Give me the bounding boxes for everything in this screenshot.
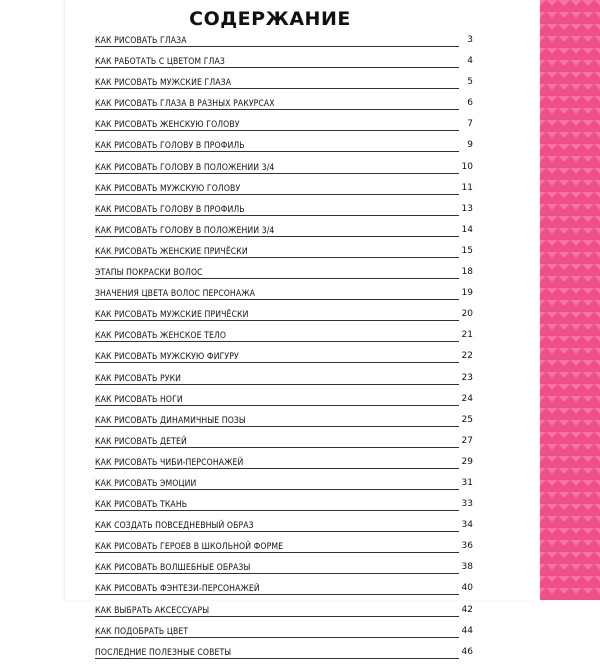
toc-entry	[95, 328, 473, 349]
leader-line	[95, 426, 459, 427]
toc-entry-page: 14	[461, 224, 473, 235]
toc-entry-page: 24	[461, 393, 473, 404]
toc-entry	[95, 33, 473, 54]
toc-entry-page: 13	[461, 203, 473, 214]
toc-entry-page: 11	[461, 182, 473, 193]
leader-line	[95, 46, 459, 47]
toc-entry	[95, 539, 473, 560]
leader-line	[95, 658, 459, 659]
toc-entry	[95, 560, 473, 581]
toc-entry	[95, 349, 473, 370]
toc-entry-label: КАК РИСОВАТЬ ТКАНЬ	[95, 500, 188, 511]
toc-entry	[95, 455, 473, 476]
toc-entry	[95, 244, 473, 265]
toc-entry-page: 38	[461, 562, 473, 573]
toc-entry-page: 46	[461, 646, 473, 657]
toc-entry-page: 42	[461, 604, 473, 615]
toc-entry-page: 44	[461, 625, 473, 636]
toc-entry-page: 9	[467, 140, 473, 151]
toc-entry-page: 6	[467, 98, 473, 109]
leader-line	[95, 299, 459, 300]
toc-entry-label: ЭТАПЫ ПОКРАСКИ ВОЛОС	[95, 268, 203, 279]
toc-entry-page: 7	[467, 119, 473, 130]
toc-entry-label: ПОСЛЕДНИЕ ПОЛЕЗНЫЕ СОВЕТЫ	[95, 647, 232, 658]
toc-entry-label: КАК РИСОВАТЬ ЖЕНСКОЕ ТЕЛО	[95, 331, 227, 342]
toc-entry-label: КАК РАБОТАТЬ С ЦВЕТОМ ГЛАЗ	[95, 57, 225, 68]
toc-entry	[95, 54, 473, 75]
toc-entry	[95, 497, 473, 518]
toc-entry-label: КАК РИСОВАТЬ ГОЛОВУ В ПРОФИЛЬ	[95, 141, 245, 152]
toc-entry-label: КАК РИСОВАТЬ ГОЛОВУ В ПОЛОЖЕНИИ 3/4	[95, 225, 275, 236]
toc-entry	[95, 392, 473, 413]
toc-entry	[95, 223, 473, 244]
toc-entry-page: 21	[461, 330, 473, 341]
toc-entry-page: 5	[467, 77, 473, 88]
toc-entry-page: 19	[461, 288, 473, 299]
leader-line	[95, 616, 459, 617]
toc-entry-label: КАК РИСОВАТЬ ФЭНТЕЗИ-ПЕРСОНАЖЕЙ	[95, 584, 260, 595]
toc-entry-page: 23	[461, 372, 473, 383]
toc-entry-page: 25	[461, 414, 473, 425]
toc-entry-label: КАК РИСОВАТЬ ГЛАЗА В РАЗНЫХ РАКУРСАХ	[95, 99, 275, 110]
toc-entry-label: КАК РИСОВАТЬ ГОЛОВУ В ПОЛОЖЕНИИ 3/4	[95, 162, 275, 173]
leader-line	[95, 109, 459, 110]
leader-line	[95, 468, 459, 469]
toc-entry	[95, 202, 473, 223]
toc-entry-label: КАК РИСОВАТЬ ЖЕНСКИЕ ПРИЧЁСКИ	[95, 246, 248, 257]
toc-entry	[95, 96, 473, 117]
leader-line	[95, 67, 459, 68]
toc-entry-page: 27	[461, 435, 473, 446]
toc-entry	[95, 286, 473, 307]
toc-list	[95, 33, 473, 666]
toc-entry-label: КАК РИСОВАТЬ ДИНАМИЧНЫЕ ПОЗЫ	[95, 415, 246, 426]
toc-entry	[95, 181, 473, 202]
leader-line	[95, 594, 459, 595]
toc-entry	[95, 75, 473, 96]
page-title: СОДЕРЖАНИЕ	[189, 8, 351, 30]
toc-entry-page: 22	[461, 351, 473, 362]
toc-entry-label: КАК ВЫБРАТЬ АКСЕССУАРЫ	[95, 605, 210, 616]
leader-line	[95, 236, 459, 237]
leader-line	[95, 362, 459, 363]
toc-entry-label: ЗНАЧЕНИЯ ЦВЕТА ВОЛОС ПЕРСОНАЖА	[95, 289, 256, 300]
toc-entry	[95, 160, 473, 181]
leader-line	[95, 173, 459, 174]
toc-entry	[95, 645, 473, 666]
toc-entry-label: КАК ПОДОБРАТЬ ЦВЕТ	[95, 626, 189, 637]
leader-line	[95, 489, 459, 490]
toc-page	[65, 0, 535, 658]
leader-line	[95, 278, 459, 279]
toc-entry	[95, 307, 473, 328]
leader-line	[95, 447, 459, 448]
toc-entry-page: 3	[467, 35, 473, 45]
toc-entry-label: КАК РИСОВАТЬ ВОЛШЕБНЫЕ ОБРАЗЫ	[95, 563, 251, 574]
leader-line	[95, 341, 459, 342]
toc-entry	[95, 265, 473, 286]
toc-entry-page: 20	[461, 309, 473, 320]
toc-entry-page: 36	[461, 541, 473, 552]
toc-entry-label: КАК РИСОВАТЬ ДЕТЕЙ	[95, 436, 187, 447]
toc-entry	[95, 476, 473, 497]
leader-line	[95, 510, 459, 511]
toc-entry-label: КАК РИСОВАТЬ ГОЛОВУ В ПРОФИЛЬ	[95, 204, 245, 215]
toc-entry	[95, 624, 473, 645]
toc-entry-label: КАК РИСОВАТЬ НОГИ	[95, 394, 183, 405]
toc-entry-page: 29	[461, 456, 473, 467]
toc-entry	[95, 603, 473, 624]
leader-line	[95, 151, 459, 152]
leader-line	[95, 531, 459, 532]
leader-line	[95, 257, 459, 258]
leader-line	[95, 130, 459, 131]
toc-entry-page: 10	[461, 161, 473, 172]
toc-entry-label: КАК РИСОВАТЬ МУЖСКИЕ ГЛАЗА	[95, 78, 232, 89]
leader-line	[95, 552, 459, 553]
toc-entry	[95, 581, 473, 602]
toc-entry	[95, 434, 473, 455]
leader-line	[95, 405, 459, 406]
decorative-stripe	[540, 0, 600, 600]
toc-entry-label: КАК РИСОВАТЬ ЖЕНСКУЮ ГОЛОВУ	[95, 120, 240, 131]
toc-entry-label: КАК РИСОВАТЬ ГЛАЗА	[95, 36, 187, 46]
toc-entry-page: 4	[467, 56, 473, 67]
toc-entry-label: КАК РИСОВАТЬ МУЖСКУЮ ГОЛОВУ	[95, 183, 241, 194]
toc-entry-page: 15	[461, 245, 473, 256]
leader-line	[95, 320, 459, 321]
toc-entry	[95, 371, 473, 392]
toc-entry	[95, 117, 473, 138]
toc-entry-page: 40	[461, 583, 473, 594]
leader-line	[95, 215, 459, 216]
toc-entry-label: КАК РИСОВАТЬ ГЕРОЕВ В ШКОЛЬНОЙ ФОРМЕ	[95, 542, 284, 553]
toc-entry-label: КАК РИСОВАТЬ МУЖСКИЕ ПРИЧЁСКИ	[95, 310, 249, 321]
toc-entry-label: КАК РИСОВАТЬ РУКИ	[95, 373, 182, 384]
toc-entry-label: КАК РИСОВАТЬ ЧИБИ-ПЕРСОНАЖЕЙ	[95, 457, 244, 468]
toc-entry-label: КАК РИСОВАТЬ ЭМОЦИИ	[95, 478, 197, 489]
leader-line	[95, 88, 459, 89]
toc-entry	[95, 138, 473, 159]
toc-entry-page: 31	[461, 477, 473, 488]
toc-entry	[95, 518, 473, 539]
leader-line	[95, 384, 459, 385]
leader-line	[95, 573, 459, 574]
toc-entry	[95, 413, 473, 434]
leader-line	[95, 637, 459, 638]
toc-entry-page: 33	[461, 499, 473, 510]
leader-line	[95, 194, 459, 195]
toc-entry-label: КАК РИСОВАТЬ МУЖСКУЮ ФИГУРУ	[95, 352, 239, 363]
toc-entry-label: КАК СОЗДАТЬ ПОВСЕДНЕВНЫЙ ОБРАЗ	[95, 521, 254, 532]
toc-entry-page: 34	[461, 520, 473, 531]
toc-entry-page: 18	[461, 267, 473, 278]
